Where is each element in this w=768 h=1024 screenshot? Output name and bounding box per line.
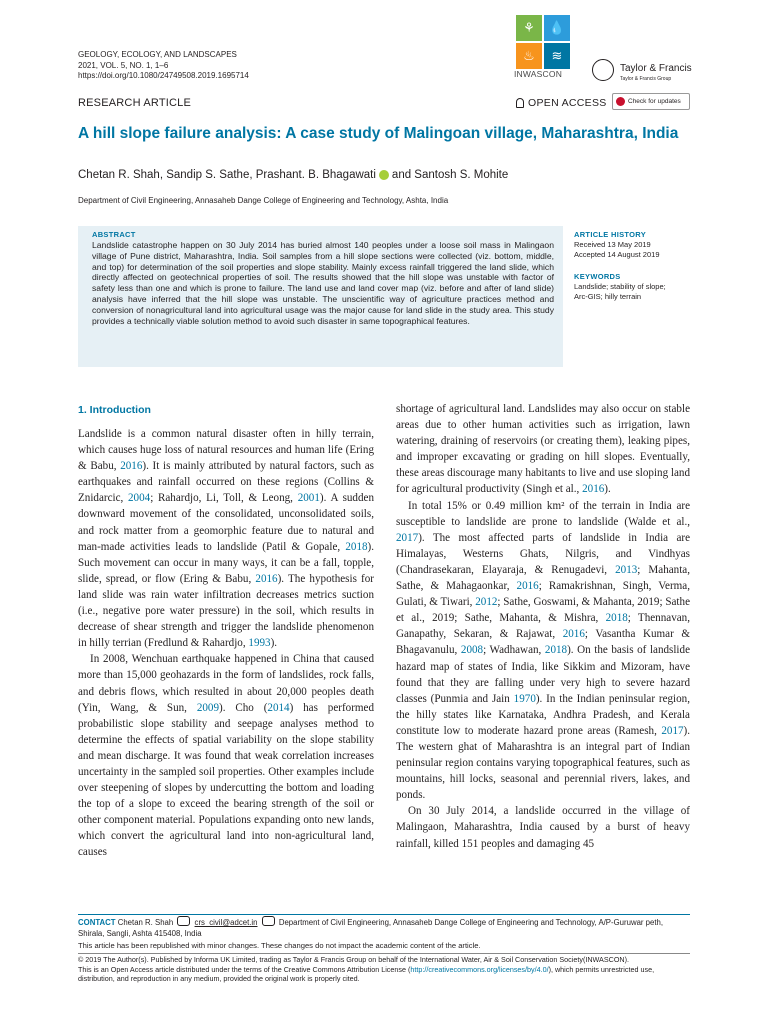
open-access-label	[516, 97, 607, 109]
keywords-heading: KEYWORDS	[574, 272, 621, 281]
abstract-heading: ABSTRACT	[92, 230, 136, 239]
article-title: A hill slope failure analysis: A case study of Malingoan village, Maharashtra, India	[78, 125, 679, 142]
republish-note: This article has been republished with minor changes. These changes do not impact the academic content of the article.	[78, 941, 481, 950]
paragraph: shortage of agricultural land. Landslides may also occur on stable areas due to other human activities such as irrigation, lawn watering, draining of reservoirs (or creating them), leaking pipes, and improper excavating or grading on hill slopes. Eventually, these areas discourage many habitants to live and use sloping land for agricultural productivity (Singh et al., 2016).	[396, 403, 690, 496]
section-heading: 1. Introduction	[78, 404, 151, 416]
publisher-logo	[592, 58, 692, 82]
license-text: This is an Open Access article distributed under the terms of the Creative Commons Attribution License (	[78, 964, 411, 974]
email-icon	[177, 916, 190, 926]
left-column	[78, 426, 374, 861]
authors-text: Chetan R. Shah, Sandip S. Sathe, Prashant. B. Bhagawati	[78, 169, 376, 181]
paragraph: On 30 July 2014, a landslide occurred in the village of Malingaon, Maharashtra, India caused by a burst of heavy rainfall, killed 151 peoples and damaging 45	[396, 805, 690, 850]
keywords	[574, 272, 666, 302]
footer-divider	[78, 914, 690, 915]
contact-label: CONTACT	[78, 918, 116, 927]
contact-address: Department of Civil Engineering, Annasaheb Dange College of Engineering and Technology, A/P-Guruwar peth, Shirala, Sangli, Ashta 415408, India	[78, 918, 664, 938]
paragraph: Landslide is a common natural disaster often in hilly terrain, which causes huge loss of natural resources and human life (Ering & Babu, 2016). It is mainly attributed by natural factors, such as earthquakes and rainfall occurred on these regions (Collins & Znidarcic, 2004; Rahardjo, Li, Toll, & Leong, 2001). A sudden downward movement of the consolidated, unconsolidated soils, and rock matter from a geomorphic feature due to natural and man-made activities leads to landslide (Patil & Gopale, 2018). Such movement can occur in many ways, it can be a fall, topple, slide, spread, or flow (Ering & Babu, 2016). The hypothesis for land slide was rain water infiltration decreases metrics suction (i.e., negative pore water pressure) in the soil, which results in decrease of shear strength and trigger the landslide phenomenon in hilly terrian (Fredlund & Rahardjo, 1993).	[78, 428, 374, 650]
doi-link[interactable]: https://doi.org/10.1080/24749508.2019.1695714	[78, 71, 249, 80]
address-icon	[262, 916, 275, 926]
publisher-group: Taylor & Francis Group	[620, 76, 672, 82]
contact-name: Chetan R. Shah	[117, 918, 174, 927]
citation-link[interactable]: 2017	[661, 724, 684, 737]
citation-link[interactable]: 2014	[267, 701, 290, 714]
keywords-line: Landslide; stability of slope;	[574, 282, 666, 291]
license-text-end: ), which permits unrestricted use, distribution, and reproduction in any medium, provided the original work is properly cited.	[78, 964, 655, 984]
citation-link[interactable]: 1970	[513, 692, 536, 705]
paragraph: In total 15% or 0.49 million km² of the terrain in India are susceptible to landslide are prone to landslide (Walde et al., 2017). The most affected parts of landslide in India are Himalayas, Westerns Ghats, Nilgris, and Vindhyas (Chandrasekaran, Elayaraja, & Renugadevi, 2013; Mahanta, Sathe, & Mahagaonkar, 2016; Ramakrishnan, Singh, Verma, Gulati, & Tiwari, 2012; Sathe, Goswami, & Mahanta, 2019; Sathe et al., 2019; Sathe, Mahanta, & Mishra, 2018; Thennavan, Ganapathy, Sekaran, & Rajawat, 2016; Vasantha Kumar & Bhagavanulu, 2008; Wadhawan, 2018). On the basis of landslide hazard map of states of India, like Sikkim and Mizoram, have found that they are falling under very high to severe hazard classes (Punmia and Jain 1970). In the Indian peninsular region, the hilly states like Karnataka, Andhra Pradesh, and Kerala constitute low to moderate hazard prone areas (Ramesh, 2017). The western ghat of Maharashtra is an integral part of Indian peninsular region contains varying topographical features, such as mountains, hill locks, seasonal and perennial rivers, lakes, and ponds.	[396, 499, 691, 802]
abstract-text: Landslide catastrophe happen on 30 July 2014 has buried almost 140 peoples under a loose soil mass in Malingaon village of Pune district, Maharashtra, India. Soil samples from a hill slope sections were collected (viz. bottom, middle, and top) for determination of the soil properties and slope stability. Mainly excess rainfall triggered the land slide, which directly affected on geotechnical properties of soil. The results showed that the hill slope was unstable with factor of safety less than one and which is prone to failure. The land use and land cover map (viz. before and after of land slide) analysis have inferred that the hill slope was unstable. The unscientific way of agriculture practices method and conversion of nonagricultural land into agricultural usage was the major cause for land slide in the study area. This study provides a technically viable solution method to avoid such disaster in same topographical features.	[92, 240, 554, 326]
citation-link[interactable]: 2001	[297, 492, 320, 505]
copyright-divider	[78, 953, 690, 954]
citation-link[interactable]: 2008	[460, 644, 484, 657]
citation-link[interactable]: 2012	[475, 596, 498, 609]
citation-link[interactable]: 2017	[396, 531, 419, 544]
citation-link[interactable]: 2009	[196, 701, 219, 714]
affiliation: Department of Civil Engineering, Annasaheb Dange College of Engineering and Technology, Ashta, India	[78, 196, 449, 205]
water-drop-icon: 💧	[544, 15, 570, 41]
journal-header	[78, 50, 249, 82]
citation-link[interactable]: 2016	[516, 580, 539, 593]
citation-link[interactable]: 2013	[615, 563, 638, 576]
journal-volume: 2021, VOL. 5, NO. 1, 1–6	[78, 60, 169, 70]
citation-link[interactable]: 2016	[582, 483, 605, 496]
right-column	[396, 401, 690, 852]
author-list	[78, 169, 508, 181]
inwascon-logo	[516, 15, 570, 69]
citation-link[interactable]: 1993	[248, 637, 271, 650]
citation-link[interactable]: 2018	[605, 612, 628, 625]
citation-link[interactable]: 2018	[345, 540, 368, 553]
open-lock-icon	[516, 98, 524, 108]
open-access-text: OPEN ACCESS	[528, 97, 607, 109]
article-type: RESEARCH ARTICLE	[78, 97, 192, 109]
license-link[interactable]: http://creativecommons.org/licenses/by/4.0/	[410, 964, 549, 974]
check-updates-label: Check for updates	[628, 98, 681, 105]
publisher-name: Taylor & Francis	[620, 63, 692, 74]
license-line	[78, 965, 690, 984]
flame-icon: ♨	[516, 43, 542, 69]
keywords-line: Arc-GIS; hilly terrain	[574, 292, 642, 301]
citation-link[interactable]: 2016	[255, 572, 278, 585]
article-history	[574, 230, 660, 260]
received-date: Received 13 May 2019	[574, 240, 651, 249]
orcid-icon[interactable]	[379, 170, 389, 180]
copyright-line: © 2019 The Author(s). Published by Informa UK Limited, trading as Taylor & Francis Group on behalf of the International Water, Air & Soil Conservation Society(INWASCON).	[78, 955, 629, 964]
check-updates-icon	[616, 97, 625, 106]
copyright	[78, 955, 690, 984]
paragraph: In 2008, Wenchuan earthquake happened in China that caused more than 15,000 geohazards in the form of landslides, rock falls, and debris flows, which resulted in about 20,000 peoples death (Yin, Wang, & Sun, 2009). Cho (2014) has performed probabilistic slope stability and seepage analyses method to determine the effects of spatial variability on the slope stability and mean discharge. It was found that weak correlation increases uncertainty in the sampled soil properties. Other examples include over steepening of slopes by undercutting the bottom and loading the top of a slope to exceed the bearing strength of the soil or other component material. Populations expanding onto new lands, which convert the agricultural land into non-agricultural land, causes	[78, 653, 374, 859]
citation-link[interactable]: 2016	[120, 460, 143, 473]
contact-email[interactable]: crs_civil@adcet.in	[194, 918, 258, 927]
citation-link[interactable]: 2018	[544, 644, 568, 657]
journal-name: GEOLOGY, ECOLOGY, AND LANDSCAPES	[78, 50, 237, 59]
publisher-logo-icon	[592, 59, 614, 81]
article-history-heading: ARTICLE HISTORY	[574, 230, 647, 239]
plant-icon: ⚘	[516, 15, 542, 41]
citation-link[interactable]: 2016	[562, 628, 585, 641]
inwascon-text: INWASCON	[514, 69, 563, 79]
wave-icon: ≋	[544, 43, 570, 69]
check-updates-button[interactable]	[612, 93, 690, 110]
contact-info	[78, 916, 690, 939]
citation-link[interactable]: 2004	[128, 492, 151, 505]
accepted-date: Accepted 14 August 2019	[574, 250, 660, 259]
authors-text-end: and Santosh S. Mohite	[391, 169, 509, 181]
